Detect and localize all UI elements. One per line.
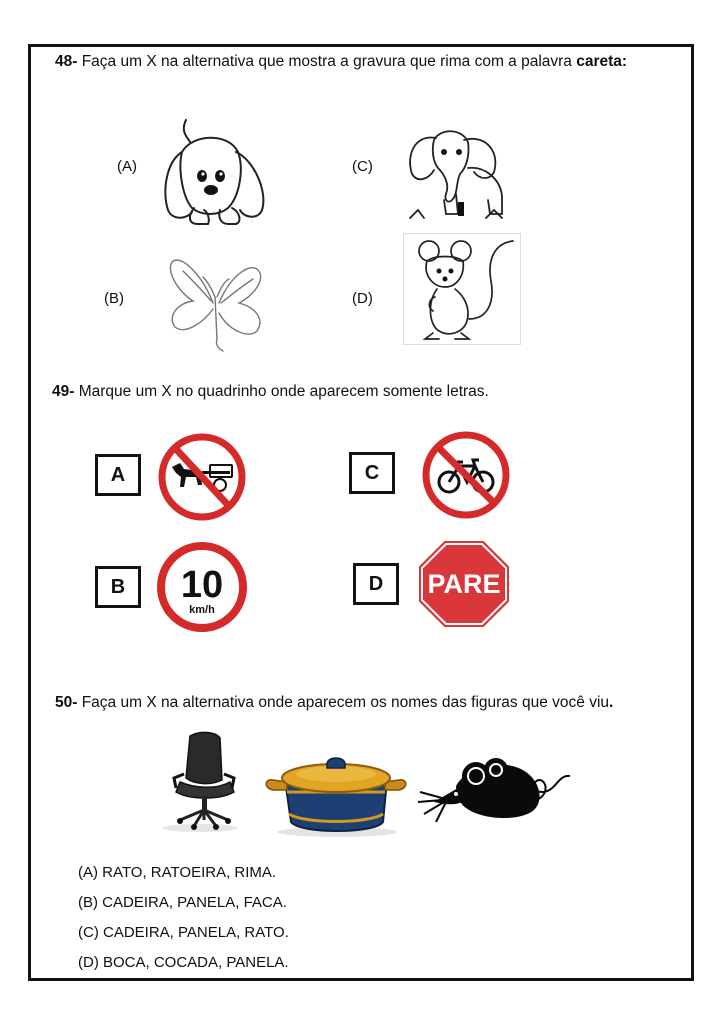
option-a-label[interactable]: (A) bbox=[117, 158, 137, 175]
mouse-silhouette-icon bbox=[416, 752, 574, 832]
answer-options bbox=[78, 858, 289, 978]
question-number: 48- bbox=[55, 53, 78, 70]
question-number: 49- bbox=[52, 383, 75, 400]
stop-sign-icon bbox=[416, 538, 512, 630]
no-bicycle-sign-icon bbox=[417, 430, 515, 520]
answer-option-b[interactable]: (B) CADEIRA, PANELA, FACA. bbox=[78, 894, 287, 911]
mouse-icon bbox=[403, 233, 521, 345]
question-number: 50- bbox=[55, 694, 78, 711]
speed-value: 10 bbox=[180, 564, 224, 606]
elephant-icon bbox=[404, 122, 508, 224]
puppy-icon bbox=[158, 112, 270, 230]
checkbox-b[interactable]: B bbox=[95, 566, 141, 608]
question-text: Faça um X na alternativa onde aparecem os nomes das figuras que você viu bbox=[77, 694, 610, 711]
speed-limit-sign-icon bbox=[152, 541, 252, 633]
checkbox-c[interactable]: C bbox=[349, 452, 395, 494]
option-d-label[interactable]: (D) bbox=[352, 290, 373, 307]
stop-text: PARE bbox=[427, 569, 501, 599]
question-keyword: careta: bbox=[576, 53, 628, 70]
page-frame bbox=[28, 44, 694, 981]
answer-option-a[interactable]: (A) RATO, RATOEIRA, RIMA. bbox=[78, 864, 277, 881]
option-c-label[interactable]: (C) bbox=[352, 158, 373, 175]
no-horse-cart-sign-icon bbox=[154, 433, 250, 521]
speed-unit: km/h bbox=[189, 604, 215, 616]
checkbox-d[interactable]: D bbox=[353, 563, 399, 605]
answer-option-c[interactable]: (C) CADEIRA, PANELA, RATO. bbox=[78, 924, 289, 941]
question-48 bbox=[55, 53, 627, 71]
cooking-pot-icon bbox=[255, 744, 417, 838]
answer-option-d[interactable]: (D) BOCA, COCADA, PANELA. bbox=[78, 954, 289, 971]
butterfly-icon bbox=[163, 247, 271, 353]
question-49 bbox=[52, 383, 489, 401]
checkbox-a[interactable]: A bbox=[95, 454, 141, 496]
question-50 bbox=[55, 694, 613, 712]
question-text: Faça um X na alternativa que mostra a gravura que rima com a palavra bbox=[77, 53, 577, 70]
question-text: Marque um X no quadrinho onde aparecem somente letras. bbox=[74, 383, 489, 400]
office-chair-icon bbox=[150, 730, 242, 834]
option-b-label[interactable]: (B) bbox=[104, 290, 124, 307]
question-period: . bbox=[609, 694, 614, 711]
